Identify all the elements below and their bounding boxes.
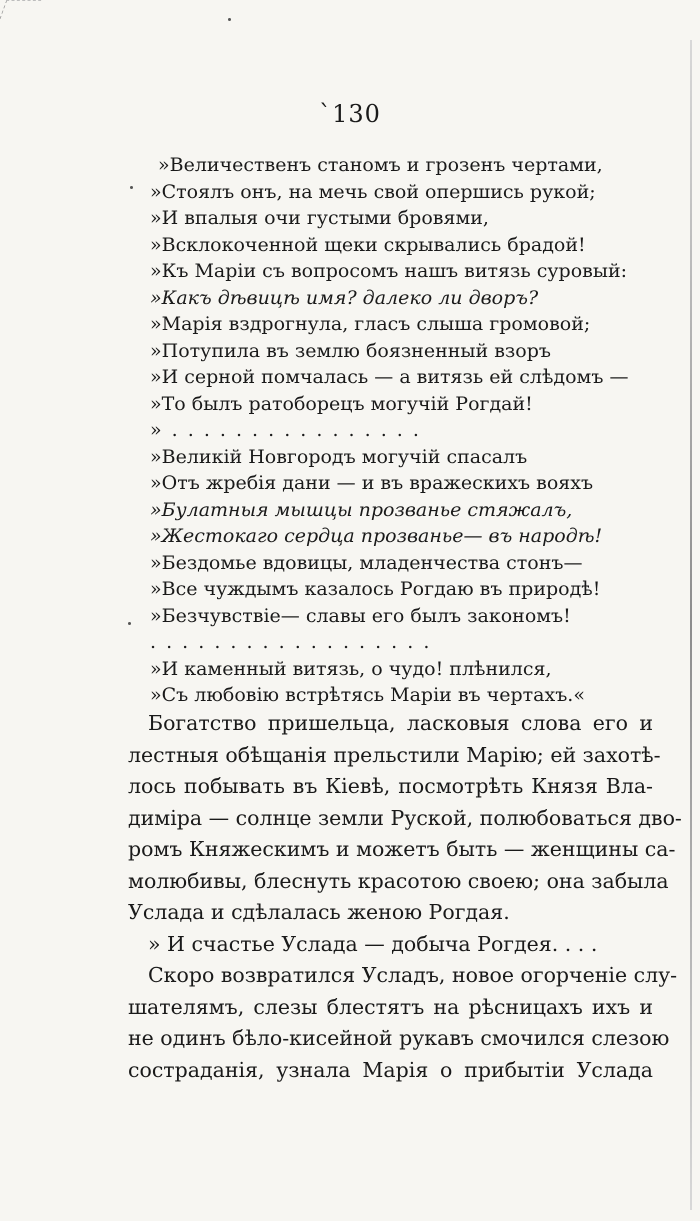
- prose-line: » И счастье Услада — добыча Рогдея. . . .: [148, 931, 598, 956]
- ellipsis-line: . . . . . . . . . . . . . . . . . .: [150, 631, 432, 653]
- binding-edge: [690, 40, 692, 1210]
- prose-line: не одинъ бѣло-кисейной рукавъ смочился слезою: [128, 1026, 670, 1050]
- poem-line: »Бездомье вдовицы, младенчества стонъ—: [150, 551, 583, 574]
- prose-line: ромъ Княжескимъ и можетъ быть — женщины са-: [128, 837, 676, 861]
- prose-line: Услада и сдѣлалась женою Рогдая.: [128, 900, 510, 924]
- paper-speck: [130, 186, 133, 189]
- paper-speck: [228, 18, 231, 21]
- ellipsis-line: » . . . . . . . . . . . . . . . .: [150, 419, 421, 441]
- poem-line: »И впалыя очи густыми бровями,: [150, 207, 489, 229]
- poem-line: »Великій Новгородъ могучій спасалъ: [150, 445, 528, 468]
- prose-line: Скоро возвратился Усладъ, новое огорченіе слу-: [148, 963, 678, 987]
- poem-line: »Величественъ станомъ и грозенъ чертами,: [158, 154, 603, 176]
- poem-line: »Марія вздрогнула, гласъ слыша громовой;: [150, 313, 591, 335]
- page-corner-mark: [0, 0, 41, 35]
- poem-line: »То былъ ратоборецъ могучій Рогдай!: [150, 392, 533, 415]
- prose-line: молюбивы, блеснуть красотою своею; она забыла: [128, 868, 669, 893]
- prose-line: шателямъ, слезы блестятъ на рѣсницахъ ихъ и: [128, 994, 653, 1019]
- poem-line: »Потупила въ землю боязненный взоръ: [150, 339, 551, 362]
- prose-line: Богатство пришельца, ласковыя слова его и: [148, 711, 653, 735]
- prose-line: лось побывать въ Кіевѣ, посмотрѣть Князя Вла-: [128, 774, 653, 798]
- poem-line: »Все чуждымъ казалось Рогдаю въ природѣ!: [150, 578, 601, 600]
- poem-line: »Всклокоченной щеки скрывались брадой!: [150, 233, 586, 256]
- poem-line: »Съ любовію встрѣтясь Маріи въ чертахъ.«: [150, 684, 585, 706]
- poem-line: »Стоялъ онъ, на мечь свой опершись рукой;: [150, 180, 596, 203]
- poem-line: »И каменный витязь, о чудо! плѣнился,: [150, 657, 552, 680]
- prose-line: лестныя обѣщанія прельстили Марію; ей захотѣ-: [128, 742, 661, 767]
- prose-block: [128, 708, 682, 1086]
- poem-line: »Къ Маріи съ вопросомъ нашъ витязь суровый:: [150, 260, 628, 282]
- poem-line: »Жестокаго сердца прозванье— въ народѣ!: [150, 525, 603, 547]
- prose-line: диміра — солнце земли Руской, полюбоваться дво-: [128, 805, 682, 830]
- poem-line: »Булатныя мышцы прозванье стяжалъ,: [150, 498, 573, 521]
- poem-block: [150, 152, 630, 709]
- poem-line: »Безчувствіе— славы его былъ закономъ!: [150, 604, 571, 627]
- prose-line: состраданія, узнала Марія о прибытіи Услада: [128, 1057, 653, 1082]
- poem-line: »И серной помчалась — а витязь ей слѣдомъ —: [150, 366, 629, 388]
- paper-speck: [128, 622, 131, 625]
- poem-line: »Отъ жребія дани — и въ вражескихъ вояхъ: [150, 472, 594, 494]
- page-number: `130: [319, 100, 381, 128]
- poem-line: »Какъ дѣвицѣ имя? далеко ли дворъ?: [150, 286, 539, 309]
